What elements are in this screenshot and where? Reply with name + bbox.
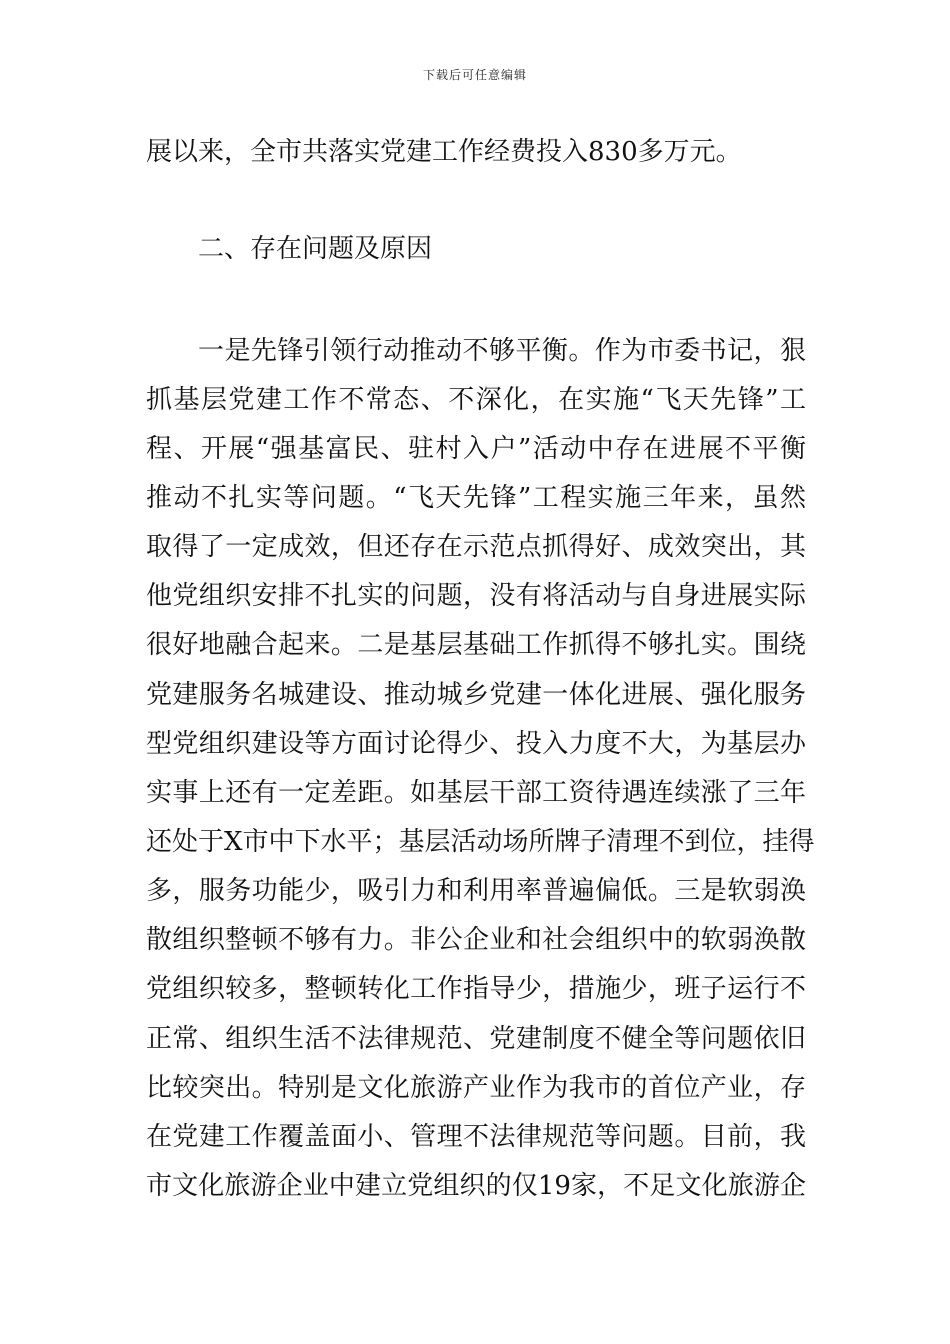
section-heading: 二、存在问题及原因	[198, 234, 433, 264]
paragraph-line: 市文化旅游企业中建立党组织的仅19家，不足文化旅游企	[146, 1171, 806, 1201]
paragraph-line: 取得了一定成效，但还存在示范点抓得好、成效突出，其	[146, 532, 806, 562]
paragraph-line: 比较突出。特别是文化旅游产业作为我市的首位产业，存	[146, 1073, 806, 1103]
paragraph-line: 实事上还有一定差距。如基层干部工资待遇连续涨了三年	[146, 778, 806, 808]
paragraph-line: 还处于X市中下水平；基层活动场所牌子清理不到位，挂得	[146, 827, 815, 857]
paragraph-line: 多，服务功能少，吸引力和利用率普遍偏低。三是软弱涣	[146, 876, 806, 906]
paragraph-line: 推动不扎实等问题。“飞天先锋”工程实施三年来，虽然	[146, 483, 806, 513]
paragraph-line: 散组织整顿不够有力。非公企业和社会组织中的软弱涣散	[146, 925, 806, 955]
paragraph-line: 抓基层党建工作不常态、不深化，在实施“飞天先锋”工	[146, 385, 806, 415]
paragraph-line: 在党建工作覆盖面小、管理不法律规范等问题。目前，我	[146, 1122, 806, 1152]
paragraph-line: 党建服务名城建设、推动城乡党建一体化进展、强化服务	[146, 680, 806, 710]
paragraph-line: 很好地融合起来。二是基层基础工作抓得不够扎实。围绕	[146, 630, 806, 660]
paragraph-line: 型党组织建设等方面讨论得少、投入力度不大，为基层办	[146, 729, 806, 759]
paragraph-line: 程、开展“强基富民、驻村入户”活动中存在进展不平衡	[146, 434, 806, 464]
intro-text-line: 展以来，全市共落实党建工作经费投入830多万元。	[146, 137, 742, 167]
paragraph-line: 党组织较多，整顿转化工作指导少，措施少，班子运行不	[146, 974, 806, 1004]
paragraph-line: 他党组织安排不扎实的问题，没有将活动与自身进展实际	[146, 581, 806, 611]
page-header: 下载后可任意编辑	[422, 68, 527, 82]
paragraph-line: 正常、组织生活不法律规范、党建制度不健全等问题依旧	[146, 1024, 806, 1054]
paragraph-line: 一是先锋引领行动推动不够平衡。作为市委书记，狠	[198, 336, 806, 366]
